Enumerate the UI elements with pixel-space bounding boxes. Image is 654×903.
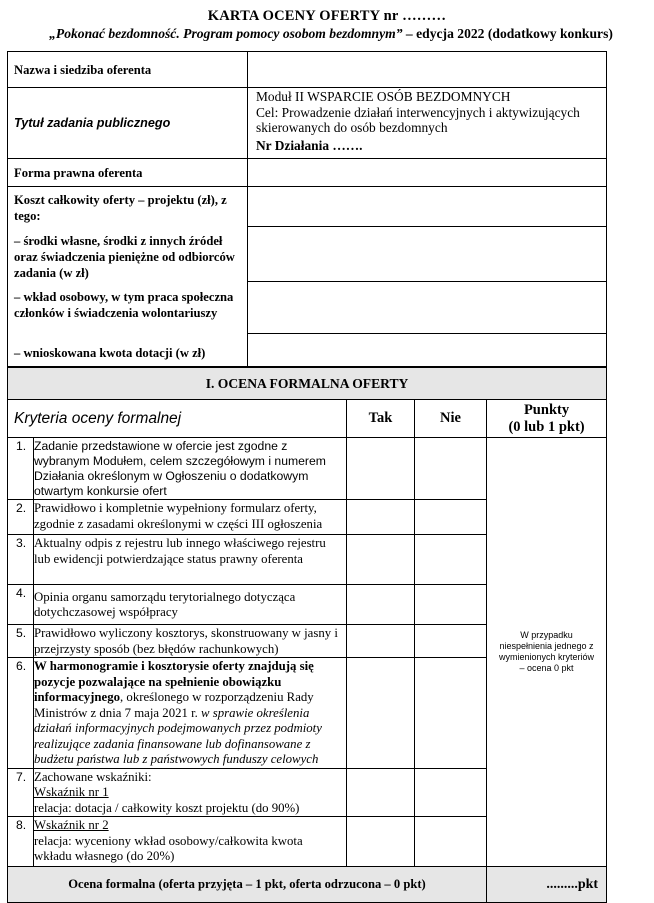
total-cost-field[interactable]	[248, 187, 607, 227]
criterion-6-bold: W harmonogramie i kosztorysie oferty znajdują się pozycje pozwalające na spełnienie obowiązku informacyjnego	[34, 659, 314, 704]
section-title: I. OCENA FORMALNA OFERTY	[8, 368, 607, 400]
criterion-number: 5.	[8, 625, 34, 658]
criterion-5-no[interactable]	[415, 625, 487, 658]
criterion-2-yes[interactable]	[347, 500, 415, 535]
yes-header: Tak	[347, 400, 415, 438]
criterion-3-yes[interactable]	[347, 535, 415, 585]
task-title-cell	[248, 88, 607, 159]
points-note: W przypadku niespełnienia jednego z wymienionych kryteriów – ocena 0 pkt	[487, 438, 607, 867]
criterion-6-regular: , określonego w rozporządzeniu Rady Ministrów z dnia 7 maja 2021 r.	[34, 690, 314, 720]
formal-evaluation-table	[7, 367, 607, 903]
criterion-text: Zadanie przedstawione w ofercie jest zgodne z wybranym Modułem, celem szczegółowym i numerem Działania określonym w Ogłoszeniu o dodatkowym otwartym konkursie ofert	[34, 438, 347, 500]
own-funds-label: – środki własne, środki z innych źródeł oraz świadczenia pieniężne od odbiorców zadania (w zł)	[14, 234, 235, 280]
applicant-name-field[interactable]	[248, 52, 607, 88]
program-subtitle	[14, 26, 648, 42]
criterion-6-yes[interactable]	[347, 658, 415, 769]
criterion-1-yes[interactable]	[347, 438, 415, 500]
points-header-line1: Punkty	[523, 401, 570, 418]
legal-form-label: Forma prawna oferenta	[8, 159, 248, 187]
criterion-7-line2: Wskaźnik nr 1	[34, 785, 109, 799]
applicant-name-label: Nazwa i siedziba oferenta	[8, 52, 248, 88]
criterion-2-no[interactable]	[415, 500, 487, 535]
points-header-line2: (0 lub 1 pkt)	[508, 418, 585, 435]
form-title: KARTA OCENY OFERTY nr ………	[207, 8, 447, 24]
task-title-label: Tytuł zadania publicznego	[8, 88, 248, 159]
total-cost-label: Koszt całkowity oferty – projektu (zł), z tego:	[14, 193, 227, 223]
grant-amount-label: – wnioskowana kwota dotacji (w zł)	[14, 346, 206, 360]
goal-line: Cel: Prowadzenie działań interwencyjnych i aktywizujących skierowanych do osób bezdomnych	[256, 104, 580, 135]
criterion-7-line1: Zachowane wskaźniki:	[34, 769, 152, 784]
legal-form-field[interactable]	[248, 159, 607, 187]
criterion-number: 6.	[8, 658, 34, 769]
grant-amount-field[interactable]	[248, 334, 607, 367]
program-name: „Pokonać bezdomność. Program pomocy osobom bezdomnym”	[49, 26, 403, 41]
cost-labels-cell	[8, 187, 248, 367]
formal-evaluation-points[interactable]: .........pkt	[487, 867, 607, 903]
criterion-7-no[interactable]	[415, 768, 487, 817]
criterion-text: Aktualny odpis z rejestru lub innego właściwego rejestru lub ewidencji potwierdzające status prawny oferenta	[34, 535, 347, 585]
criterion-7-line3: relacja: dotacja / całkowity koszt projektu (do 90%)	[34, 800, 300, 815]
criterion-text: Prawidłowo wyliczony kosztorys, skonstruowany w jasny i przejrzysty sposób (bez błędów rachunkowych)	[34, 625, 347, 658]
criterion-text: Prawidłowo i kompletnie wypełniony formularz oferty, zgodnie z zasadami określonymi w części III ogłoszenia	[34, 500, 347, 535]
criterion-number: 4.	[8, 585, 34, 625]
criterion-6-italic: w sprawie określenia działań informacyjnych podejmowanych przez podmioty realizujące zadania finansowane lub dofinansowane z budżetu państwa lub z państwowych funduszy celowych	[34, 705, 322, 766]
criterion-text	[34, 817, 347, 867]
criterion-6-no[interactable]	[415, 658, 487, 769]
criterion-8-line1: Wskaźnik nr 2	[34, 818, 109, 832]
criterion-number: 8.	[8, 817, 34, 867]
criterion-text: Opinia organu samorządu terytorialnego dotycząca dotychczasowej współpracy	[34, 585, 347, 625]
criterion-8-yes[interactable]	[347, 817, 415, 867]
criterion-number: 1.	[8, 438, 34, 500]
criterion-number: 3.	[8, 535, 34, 585]
criterion-text	[34, 768, 347, 817]
formal-evaluation-label: Ocena formalna (oferta przyjęta – 1 pkt, oferta odrzucona – 0 pkt)	[8, 867, 487, 903]
criterion-4-no[interactable]	[415, 585, 487, 625]
criterion-text	[34, 658, 347, 769]
criterion-8-no[interactable]	[415, 817, 487, 867]
offer-info-table	[7, 51, 607, 367]
no-header: Nie	[415, 400, 487, 438]
criterion-4-yes[interactable]	[347, 585, 415, 625]
criterion-number: 7.	[8, 768, 34, 817]
action-number-line: Nr Działania …….	[256, 137, 363, 153]
own-funds-field[interactable]	[248, 227, 607, 282]
personal-contribution-label: – wkład osobowy, w tym praca społeczna członków i świadczenia wolontariuszy	[14, 290, 234, 320]
personal-contribution-field[interactable]	[248, 282, 607, 334]
criteria-header: Kryteria oceny formalnej	[8, 400, 347, 438]
criterion-5-yes[interactable]	[347, 625, 415, 658]
module-line: Moduł II WSPARCIE OSÓB BEZDOMNYCH	[256, 89, 511, 104]
criterion-1-no[interactable]	[415, 438, 487, 500]
edition-text: – edycja 2022 (dodatkowy konkurs)	[402, 26, 613, 41]
points-header	[487, 400, 607, 438]
criterion-3-no[interactable]	[415, 535, 487, 585]
criterion-number: 2.	[8, 500, 34, 535]
criterion-7-yes[interactable]	[347, 768, 415, 817]
criterion-8-line2: relacja: wyceniony wkład osobowy/całkowita kwota wkładu własnego (do 20%)	[34, 833, 303, 863]
